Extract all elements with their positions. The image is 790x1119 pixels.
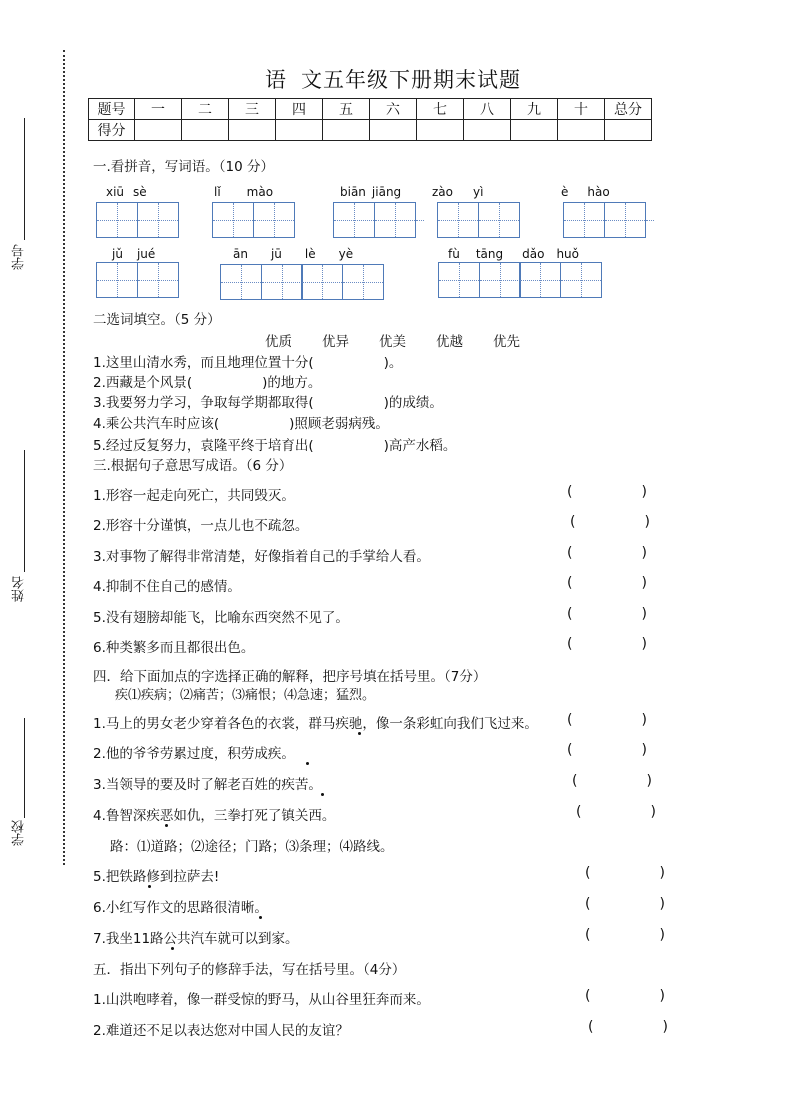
meaning-question: 5.把铁路修到拉萨去! bbox=[93, 869, 220, 885]
score-input-cell[interactable] bbox=[464, 120, 511, 141]
pinyin-group: è hào bbox=[561, 185, 610, 199]
name-line bbox=[24, 450, 25, 572]
answer-parens[interactable]: ( ) bbox=[567, 742, 647, 758]
answer-parens[interactable]: ( ) bbox=[576, 804, 656, 820]
fill-question: 3.我要努力学习，争取每学期都取得( )的成绩。 bbox=[93, 395, 443, 411]
word-choice: 优越 bbox=[436, 334, 463, 350]
score-header-cell: 三 bbox=[229, 99, 276, 120]
idiom-question: 3.对事物了解得非常清楚，好像指着自己的手掌给人看。 bbox=[93, 549, 430, 565]
title-part-2: 文五年级下册期末试题 bbox=[301, 68, 521, 92]
meaning-question: 4.鲁智深疾恶如仇，三拳打死了镇关西。 bbox=[93, 808, 336, 824]
school-label: 学校 bbox=[12, 820, 27, 846]
lu-definitions: 路：⑴道路；⑵途径；门路；⑶条理；⑷路线。 bbox=[110, 839, 394, 855]
writing-grid[interactable] bbox=[563, 202, 654, 238]
ji-definitions: 疾⑴疾病；⑵痛苦；⑶痛恨；⑷急速；猛烈。 bbox=[115, 688, 376, 703]
emphasis-dot bbox=[171, 947, 174, 950]
score-header-cell: 六 bbox=[370, 99, 417, 120]
student-no-label: 学号 bbox=[12, 244, 27, 270]
emphasis-dot bbox=[259, 916, 262, 919]
answer-parens[interactable]: ( ) bbox=[567, 606, 647, 622]
score-table bbox=[88, 98, 652, 141]
score-table-score-row bbox=[89, 120, 652, 141]
idiom-question: 1.形容一起走向死亡，共同毁灭。 bbox=[93, 488, 295, 504]
title-part-1: 语 bbox=[265, 68, 287, 92]
fill-question: 2.西藏是个风景( )的地方。 bbox=[93, 375, 322, 391]
pinyin-group: fù tāng dǎo huǒ bbox=[448, 247, 579, 261]
answer-parens[interactable]: ( ) bbox=[585, 896, 665, 912]
score-header-cell: 四 bbox=[276, 99, 323, 120]
score-header-cell: 九 bbox=[511, 99, 558, 120]
emphasis-dot bbox=[358, 732, 361, 735]
rhetoric-question: 2.难道还不足以表达您对中国人民的友谊？ bbox=[93, 1023, 349, 1039]
answer-parens[interactable]: ( ) bbox=[567, 545, 647, 561]
score-header-cell: 总分 bbox=[605, 99, 652, 120]
meaning-question: 2.他的爷爷劳累过度，积劳成疾。 bbox=[93, 746, 295, 762]
answer-parens[interactable]: ( ) bbox=[567, 712, 647, 728]
word-choice: 优美 bbox=[379, 334, 406, 350]
idiom-question: 6.种类繁多而且都很出色。 bbox=[93, 640, 255, 656]
meaning-question: 7.我坐11路公共汽车就可以到家。 bbox=[93, 931, 299, 947]
school-line bbox=[24, 718, 25, 818]
word-choices bbox=[265, 330, 550, 350]
emphasis-dot bbox=[321, 793, 324, 796]
answer-parens[interactable]: ( ) bbox=[585, 988, 665, 1004]
score-input-cell[interactable] bbox=[229, 120, 276, 141]
pinyin-group: ān jū lè yè bbox=[233, 247, 354, 261]
fill-question: 4.乘公共汽车时应该( )照顾老弱病残。 bbox=[93, 416, 389, 432]
meaning-question: 3.当领导的要及时了解老百姓的疾苦。 bbox=[93, 777, 322, 793]
idiom-question: 2.形容十分谨慎，一点儿也不疏忽。 bbox=[93, 518, 309, 534]
pinyin-group: zào yì bbox=[432, 185, 484, 199]
score-table-header-row bbox=[89, 99, 652, 120]
emphasis-dot bbox=[165, 824, 168, 827]
score-header-cell: 题号 bbox=[89, 99, 135, 120]
score-input-cell[interactable] bbox=[511, 120, 558, 141]
answer-parens[interactable]: ( ) bbox=[585, 927, 665, 943]
section-5-heading: 五．指出下列句子的修辞手法，写在括号里。（4分） bbox=[93, 962, 406, 978]
score-header-cell: 七 bbox=[417, 99, 464, 120]
score-input-cell[interactable] bbox=[370, 120, 417, 141]
section-2-heading: 二选词填空。（5 分） bbox=[93, 312, 221, 328]
score-input-cell[interactable] bbox=[276, 120, 323, 141]
answer-parens[interactable]: ( ) bbox=[567, 484, 647, 500]
writing-grid[interactable] bbox=[333, 202, 424, 238]
pinyin-group: lǐ mào bbox=[214, 185, 274, 199]
section-3-heading: 三.根据句子意思写成语。（6 分） bbox=[93, 458, 293, 474]
fill-question: 5.经过反复努力，袁隆平终于培育出( )高产水稻。 bbox=[93, 438, 457, 454]
writing-grid[interactable] bbox=[438, 262, 602, 298]
word-choice: 优先 bbox=[493, 334, 520, 350]
answer-parens[interactable]: ( ) bbox=[572, 773, 652, 789]
student-no-line bbox=[24, 118, 25, 240]
word-choice: 优异 bbox=[322, 334, 349, 350]
fill-question: 1.这里山清水秀，而且地理位置十分( )。 bbox=[93, 355, 403, 371]
binding-dotted-line bbox=[63, 50, 65, 865]
word-choice: 优质 bbox=[265, 334, 292, 350]
score-input-cell[interactable] bbox=[135, 120, 182, 141]
meaning-question: 1.马上的男女老少穿着各色的衣裳，群马疾驰，像一条彩虹向我们飞过来。 bbox=[93, 716, 538, 732]
answer-parens[interactable]: ( ) bbox=[567, 575, 647, 591]
answer-parens[interactable]: ( ) bbox=[588, 1019, 668, 1035]
score-input-cell[interactable] bbox=[417, 120, 464, 141]
pinyin-group: jǔ jué bbox=[112, 247, 156, 261]
rhetoric-question: 1.山洪咆哮着，像一群受惊的野马，从山谷里狂奔而来。 bbox=[93, 992, 430, 1008]
emphasis-dot bbox=[148, 885, 151, 888]
score-input-cell[interactable] bbox=[182, 120, 229, 141]
writing-grid[interactable] bbox=[437, 202, 520, 238]
score-header-cell: 八 bbox=[464, 99, 511, 120]
score-input-cell[interactable] bbox=[605, 120, 652, 141]
score-label-cell: 得分 bbox=[89, 120, 135, 141]
pinyin-group: biān jiāng bbox=[340, 185, 402, 199]
section-1-heading: 一.看拼音，写词语。（10 分） bbox=[93, 159, 275, 175]
answer-parens[interactable]: ( ) bbox=[570, 514, 650, 530]
score-input-cell[interactable] bbox=[323, 120, 370, 141]
score-input-cell[interactable] bbox=[558, 120, 605, 141]
writing-grid[interactable] bbox=[96, 202, 179, 238]
idiom-question: 4.抑制不住自己的感情。 bbox=[93, 579, 241, 595]
writing-grid[interactable] bbox=[220, 264, 384, 300]
name-label: 姓名 bbox=[12, 576, 27, 602]
score-header-cell: 一 bbox=[135, 99, 182, 120]
meaning-question: 6.小红写作文的思路很清晰。 bbox=[93, 900, 268, 916]
writing-grid[interactable] bbox=[96, 262, 179, 298]
writing-grid[interactable] bbox=[212, 202, 295, 238]
idiom-question: 5.没有翅膀却能飞，比喻东西突然不见了。 bbox=[93, 610, 349, 626]
answer-parens[interactable]: ( ) bbox=[567, 636, 647, 652]
section-4-heading: 四．给下面加点的字选择正确的解释，把序号填在括号里。（7分） bbox=[93, 669, 487, 685]
page-title bbox=[265, 64, 521, 94]
emphasis-dot bbox=[306, 762, 309, 765]
score-header-cell: 五 bbox=[323, 99, 370, 120]
answer-parens[interactable]: ( ) bbox=[585, 865, 665, 881]
pinyin-group: xiū sè bbox=[106, 185, 147, 199]
score-header-cell: 二 bbox=[182, 99, 229, 120]
score-header-cell: 十 bbox=[558, 99, 605, 120]
